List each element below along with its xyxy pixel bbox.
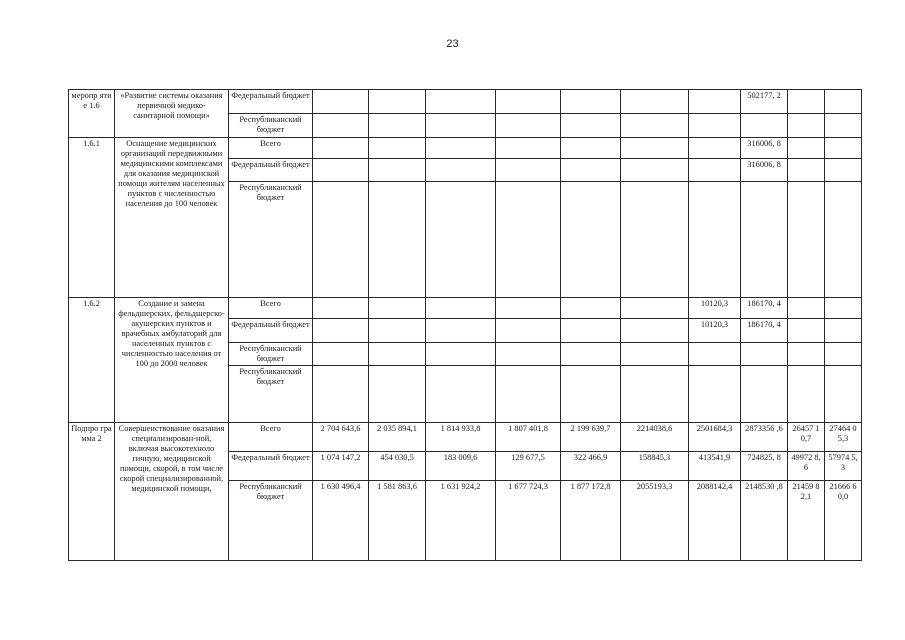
value-cell: 1 807 401,8 [496, 423, 561, 452]
funding-source: Федеральный бюджет [229, 90, 313, 114]
value-cell: 724825, 8 [741, 452, 788, 481]
funding-source: Федеральный бюджет [229, 319, 313, 343]
value-cell: 316006, 8 [741, 138, 788, 159]
funding-source: Всего [229, 138, 313, 159]
value-cell: 10120,3 [689, 319, 741, 343]
value-cell: 27464 05,3 [825, 423, 862, 452]
funding-source: Республиканский бюджет [229, 114, 313, 138]
table-row [69, 423, 862, 452]
value-cell: 186170, 4 [741, 298, 788, 319]
value-cell: 502177, 2 [741, 90, 788, 114]
value-cell: 1 631 924,2 [426, 481, 496, 561]
value-cell: 1 074 147,2 [313, 452, 369, 481]
value-cell: 21666 60,0 [825, 481, 862, 561]
table-row [69, 138, 862, 159]
value-cell: 186170, 4 [741, 319, 788, 343]
value-cell: 26457 10,7 [788, 423, 825, 452]
funding-source: Всего [229, 423, 313, 452]
value-cell: 49972 8,6 [788, 452, 825, 481]
funding-source: Всего [229, 298, 313, 319]
row-name: «Развитие системы оказания первичной медико-санитарной помощи» [115, 90, 229, 138]
row-code: меропр ятие 1.6 [69, 90, 115, 138]
table-row [69, 90, 862, 114]
value-cell: 2 199 639,7 [561, 423, 621, 452]
value-cell: 1 814 933,8 [426, 423, 496, 452]
value-cell: 158845,3 [621, 452, 689, 481]
value-cell: 1 630 496,4 [313, 481, 369, 561]
value-cell: 2 035 894,1 [369, 423, 426, 452]
funding-source: Республиканский бюджет [229, 481, 313, 561]
value-cell: 2214038,6 [621, 423, 689, 452]
row-code: 1.6.1 [69, 138, 115, 298]
value-cell: 322 466,9 [561, 452, 621, 481]
row-name: Создание и замена фельдшерских, фельдшерско-акушерских пунктов и врачебных амбулаторий для населенных пунктов с численностью населения от 100 до 2000 человек [115, 298, 229, 423]
budget-table [68, 89, 862, 561]
value-cell: 2148530 ,8 [741, 481, 788, 561]
funding-source: Республиканский бюджет [229, 343, 313, 366]
value-cell: 57974 5,3 [825, 452, 862, 481]
value-cell: 1 677 724,3 [496, 481, 561, 561]
value-cell: 129 677,5 [496, 452, 561, 481]
value-cell: 2088142,4 [689, 481, 741, 561]
value-cell: 1 877 172,8 [561, 481, 621, 561]
value-cell: 454 030,5 [369, 452, 426, 481]
value-cell: 413541,9 [689, 452, 741, 481]
value-cell: 2873356 ,6 [741, 423, 788, 452]
row-name: Оснащение медицинских организаций передвижными медицинскими комплексами для оказания медицинской помощи жителям населенных пунктов с численностью населения до 100 человек [115, 138, 229, 298]
funding-source: Республиканский бюджет [229, 182, 313, 298]
page-number: 23 [446, 38, 459, 50]
value-cell: 21459 82,1 [788, 481, 825, 561]
row-name: Совершенствование оказания специализирован-ной, включая высокотехноло гичную, медицинской помощи, скорой, в том числе скорой специализированной, медицинской помощи, [115, 423, 229, 561]
table-row [69, 298, 862, 319]
funding-source: Республиканский бюджет [229, 366, 313, 423]
value-cell: 10120,3 [689, 298, 741, 319]
row-code: Подпро грамма 2 [69, 423, 115, 561]
value-cell: 2 704 643,6 [313, 423, 369, 452]
value-cell: 316006, 8 [741, 159, 788, 182]
funding-source: Федеральный бюджет [229, 452, 313, 481]
row-code: 1.6.2 [69, 298, 115, 423]
value-cell: 1 581 863,6 [369, 481, 426, 561]
value-cell: 183 009,6 [426, 452, 496, 481]
funding-source: Федеральный бюджет [229, 159, 313, 182]
value-cell: 2055193,3 [621, 481, 689, 561]
value-cell: 2501684,3 [689, 423, 741, 452]
